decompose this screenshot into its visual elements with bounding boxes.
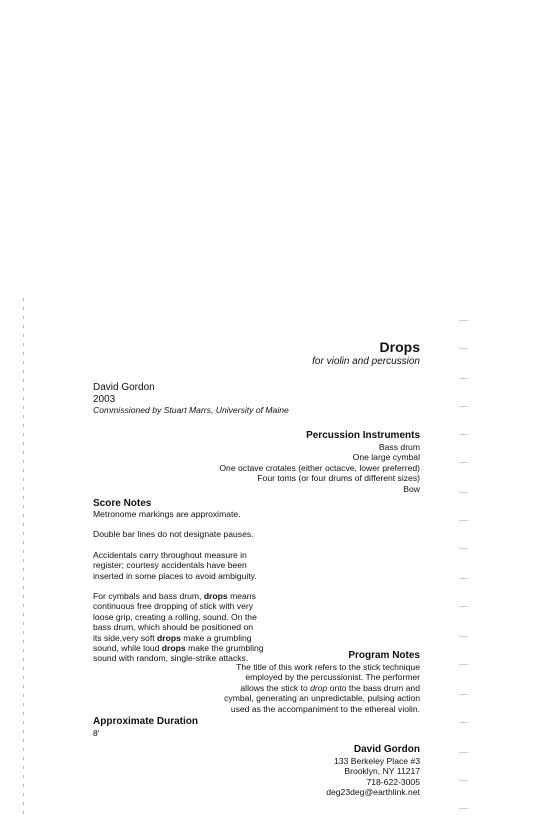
contact-phone: 718-622-3005 xyxy=(366,776,420,787)
score-note-line: sound with random, single-strike attacks. xyxy=(93,653,249,664)
program-note-line: used as the accompaniment to the ethereal violin. xyxy=(230,703,420,714)
drops-term: drops xyxy=(161,643,186,654)
page-subtitle: for violin and percussion xyxy=(312,356,420,367)
title-block xyxy=(312,339,420,368)
score-note-line: loose grip, creating a rolling, sound. On the xyxy=(93,611,257,622)
contact-email: deg23deg@earthlink.net xyxy=(326,787,420,798)
duration-heading: Approximate Duration xyxy=(93,716,199,727)
program-notes-heading: Program Notes xyxy=(348,650,420,661)
percussion-heading: Percussion Instruments xyxy=(306,430,420,441)
drops-term: drops xyxy=(157,632,181,643)
score-note-paragraph xyxy=(93,550,264,581)
text-run: its side,very soft xyxy=(93,632,157,643)
text-run: make a grumbling xyxy=(180,632,252,643)
score-note-paragraph xyxy=(93,509,264,519)
score-notes-section xyxy=(93,498,264,674)
instrument-item: Four toms (or four drums of different sizes) xyxy=(257,473,420,484)
commission-note: Commissioned by Stuart Marrs, University of Maine xyxy=(93,405,289,415)
contact-city-line: Brooklyn, NY 11217 xyxy=(344,766,420,777)
drop-term: drop xyxy=(310,682,328,693)
composer-name: David Gordon xyxy=(93,382,155,393)
text-run: means xyxy=(227,591,256,602)
composition-year: 2003 xyxy=(93,393,116,405)
score-note-line xyxy=(93,633,264,643)
composer-block xyxy=(93,382,289,416)
score-note-paragraph xyxy=(93,529,264,539)
program-note-line: The title of this work refers to the stick technique xyxy=(236,662,420,672)
instrument-item: One large cymbal xyxy=(352,452,420,463)
score-note-line xyxy=(93,591,264,601)
program-note-line: cymbal, generating an unpredictable, pulsing action xyxy=(224,693,420,704)
score-note-line: inserted in some places to avoid ambiguity. xyxy=(93,570,257,581)
contact-name: David Gordon xyxy=(353,744,420,755)
text-run: onto the bass drum and xyxy=(327,682,420,693)
program-note-line: employed by the percussionist. The performer xyxy=(245,672,420,683)
score-note-line: continuous free dropping of stick with very xyxy=(93,601,254,612)
instrument-item: Bow xyxy=(403,483,420,494)
score-notes-heading: Score Notes xyxy=(93,498,152,509)
text-run: For cymbals and bass drum, xyxy=(93,591,204,602)
text-run: sound, while loud xyxy=(93,643,162,654)
score-note-line: Metronome markings are approximate. xyxy=(93,509,241,519)
score-note-line: bass drum, which should be positioned on xyxy=(93,622,254,633)
instrument-item: One octave crotales (either octacve, lower preferred) xyxy=(219,462,420,473)
score-note-line: Accidentals carry throughout measure in xyxy=(93,549,247,560)
program-notes-section xyxy=(224,650,420,714)
duration-value: 8' xyxy=(93,728,100,738)
instrument-item: Bass drum xyxy=(378,442,420,452)
text-run: make the grumbling xyxy=(185,643,264,654)
contact-block xyxy=(326,744,420,798)
score-note-line: Double bar lines do not designate pauses. xyxy=(93,529,254,540)
drops-term: drops xyxy=(203,591,228,602)
percussion-section xyxy=(219,430,420,494)
page-title: Drops xyxy=(379,339,420,355)
score-note-line: register; courtesy accidentals have been xyxy=(93,560,247,571)
scan-edge-line xyxy=(23,298,24,818)
text-run: allows the stick to xyxy=(240,682,311,693)
program-note-line xyxy=(224,683,420,693)
contact-address-line: 133 Berkeley Place #3 xyxy=(334,756,420,766)
duration-section xyxy=(93,716,198,738)
